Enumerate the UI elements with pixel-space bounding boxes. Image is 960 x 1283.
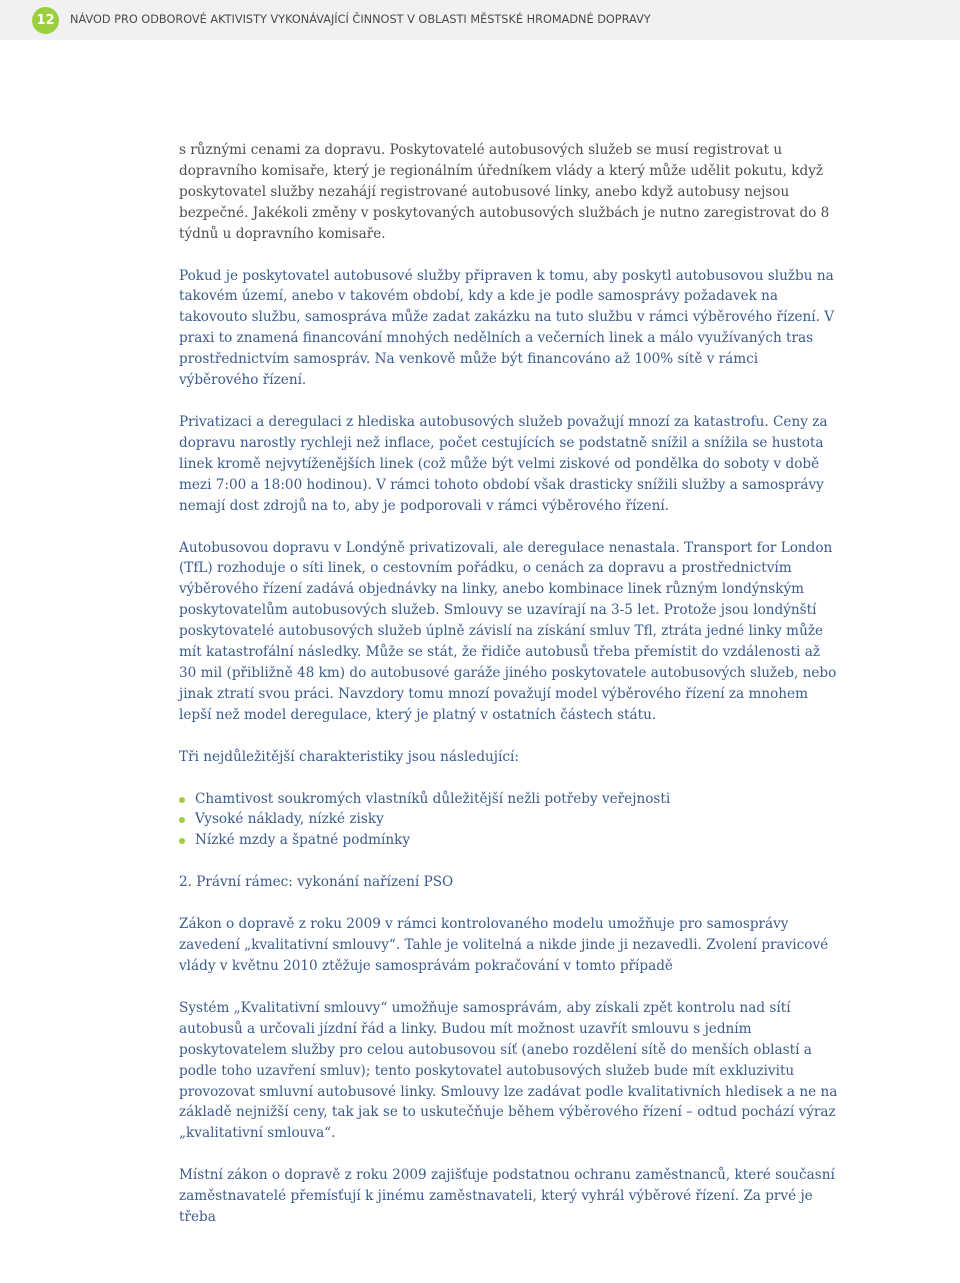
list-item: [179, 789, 839, 810]
paragraph-characteristics-intro: Tři nejdůležitější charakteristiky jsou následující:: [179, 748, 519, 765]
bullet-icon: [179, 817, 185, 823]
paragraph-employee-protection: Místní zákon o dopravě z roku 2009 zajišťuje podstatnou ochranu zaměstnanců, které současní zaměstnavatelé přemísťují k jinému zaměstnavateli, který vyhrál výběrové řízení. Za prvé je třeba: [179, 1167, 835, 1226]
characteristics-list: [179, 789, 839, 852]
page-header: [0, 0, 960, 40]
paragraph-tendered-services: Pokud je poskytovatel autobusové služby připraven k tomu, aby poskytl autobusovou službu na takovém území, anebo v takovém období, kdy a kde je podle samosprávy požadavek na takovouto službu, samospráva může zadat zakázku na tuto službu v rámci výběrového řízení. V praxi to znamená financování mnohých nedělních a večerních linek a málo využívaných tras prostřednictvím samospráv. Na venkově může být financováno až 100% sítě v rámci výběrového řízení.: [179, 267, 835, 389]
bullet-icon: [179, 838, 185, 844]
section-heading-legal-framework: 2. Právní rámec: vykonání nařízení PSO: [179, 874, 454, 891]
paragraph-transport-act: Zákon o dopravě z roku 2009 v rámci kontrolovaného modelu umožňuje pro samosprávy zavedení „kvalitativní smlouvy“. Tahle je volitelná a nikde jinde ji nezavedli. Zvolení pravicové vlády v květnu 2010 ztěžuje samosprávám pokračování v tomto případě: [179, 916, 829, 974]
bullet-icon: [179, 797, 185, 803]
header-title: NÁVOD PRO ODBOROVÉ AKTIVISTY VYKONÁVAJÍCÍ ČINNOST V OBLASTI MĚSTSKÉ HROMADNÉ DOPRAVY: [70, 13, 651, 26]
paragraph-quality-contracts: Systém „Kvalitativní smlouvy“ umožňuje samosprávám, aby získali zpět kontrolu nad sítí autobusů a určovali jízdní řád a linky. Budou mít možnost uzavřít smlouvu s jedním poskytovatelem služby pro celou autobusovou síť (anebo rozdělení sítě do menších oblastí a podle toho uzavření smluv); tento poskytovatel autobusových služeb bude mít exkluzivitu provozovat smluvní autobusové linky. Smlouvy lze zadávat podle kvalitativních hledisek a ne na základě nejnižší ceny, tak jak se to uskutečňuje během výběrového řízení – odtud pochází výraz „kvalitativní smlouva“.: [179, 999, 838, 1142]
list-item-text: Chamtivost soukromých vlastníků důležitější nežli potřeby veřejnosti: [195, 790, 671, 807]
list-item: [179, 830, 839, 851]
document-body: [179, 140, 839, 1249]
list-item: [179, 809, 839, 830]
list-item-text: Vysoké náklady, nízké zisky: [195, 811, 384, 828]
page-number-badge: 12: [32, 7, 59, 34]
list-item-text: Nízké mzdy a špatné podmínky: [195, 832, 411, 849]
paragraph-privatization-effects: Privatizaci a deregulaci z hlediska autobusových služeb považují mnozí za katastrofu. Ceny za dopravu narostly rychleji než inflace, počet cestujících se podstatně snížil a snížila se hustota linek kromě nejvytíženějších linek (což může být velmi ziskové od pondělka do soboty v době mezi 7:00 a 18:00 hodinou). V rámci tohoto období však drasticky snížili služby a samosprávy nemají dost zdrojů na to, aby je podporovali v rámci výběrového řízení.: [179, 413, 828, 514]
paragraph-london-buses: Autobusovou dopravu v Londýně privatizovali, ale deregulace nenastala. Transport for London (TfL) rozhoduje o síti linek, o cestovním pořádku, o cenách za dopravu a prostřednictvím výběrového řízení zadává objednávky na linky, anebo kombinace linek různým londýnským poskytovatelům autobusových služeb. Smlouvy se uzavírají na 3-5 let. Protože jsou londýnští poskytovatelé autobusových služeb úplně závislí na získání smluv Tfl, ztráta jedné linky může mít katastrofální následky. Může se stát, že řidiče autobusů třeba přemístit do vzdálenosti až 30 mil (přibližně 48 km) do autobusové garáže jiného poskytovatele autobusových služeb, nebo jinak ztratí svou práci. Navzdory tomu mnozí považují model výběrového řízení za mnohem lepší než model deregulace, který je platný v ostatních částech státu.: [179, 539, 837, 723]
paragraph-uk-bus-registration: s různými cenami za dopravu. Poskytovatelé autobusových služeb se musí registrovat u dopravního komisaře, který je regionálním úředníkem vlády a který může udělit pokutu, když poskytovatel služby nezahájí registrované autobusové linky, anebo když autobusy nejsou bezpečné. Jakékoli změny v poskytovaných autobusových službách je nutno zaregistrovat do 8 týdnů u dopravního komisaře.: [179, 142, 830, 242]
